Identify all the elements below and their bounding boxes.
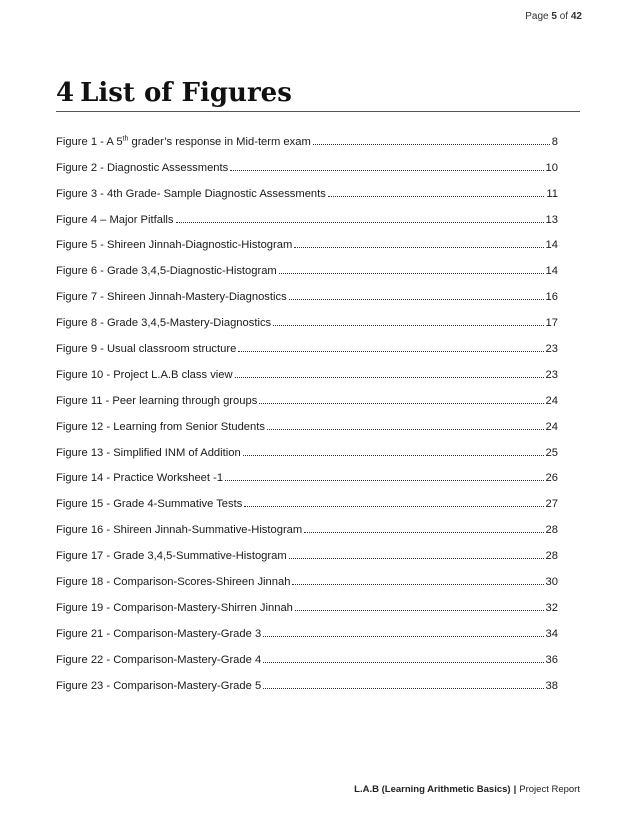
toc-entry-title-text: Figure 1 - A 5 bbox=[56, 135, 123, 148]
footer-project: L.A.B (Learning Arithmetic Basics) bbox=[354, 784, 511, 795]
toc-entry-page: 28 bbox=[545, 550, 558, 563]
toc-entry-title bbox=[56, 498, 242, 510]
toc-entry-title bbox=[56, 550, 287, 562]
toc-entry-title-text: Figure 13 - Simplified INM of Addition bbox=[56, 446, 241, 459]
toc-entry-title-text: Figure 9 - Usual classroom structure bbox=[56, 343, 237, 356]
toc-entry-title bbox=[56, 576, 290, 588]
toc-entry-title bbox=[56, 162, 228, 174]
toc-entry[interactable] bbox=[56, 174, 558, 200]
page-header bbox=[525, 11, 582, 22]
toc-dot-leader bbox=[235, 377, 544, 378]
toc-entry-title-text: Figure 8 - Grade 3,4,5-Mastery-Diagnostics bbox=[56, 317, 272, 330]
toc-entry-title bbox=[56, 472, 223, 484]
toc-dot-leader bbox=[304, 532, 543, 533]
toc-entry-page: 8 bbox=[551, 135, 558, 148]
toc-entry[interactable] bbox=[56, 459, 558, 485]
toc-entry-title-text: Figure 23 - Comparison-Mastery-Grade 5 bbox=[56, 679, 262, 692]
toc-entry[interactable] bbox=[56, 614, 558, 640]
toc-dot-leader bbox=[263, 636, 543, 637]
toc-entry-superscript: th bbox=[122, 135, 129, 143]
list-of-figures bbox=[56, 122, 558, 692]
toc-entry-title-text: Figure 22 - Comparison-Mastery-Grade 4 bbox=[56, 653, 262, 666]
toc-entry[interactable] bbox=[56, 226, 558, 252]
toc-entry-title-text: Figure 4 – Major Pitfalls bbox=[56, 213, 174, 226]
toc-entry-title-text: Figure 15 - Grade 4-Summative Tests bbox=[56, 498, 243, 511]
toc-entry-page: 34 bbox=[545, 627, 558, 640]
toc-dot-leader bbox=[176, 222, 544, 223]
toc-entry-title bbox=[56, 395, 257, 407]
footer-separator: | bbox=[513, 784, 517, 795]
toc-entry-title bbox=[56, 602, 293, 614]
section-title-text: List of Figures bbox=[80, 78, 292, 108]
toc-entry-title-text: Figure 16 - Shireen Jinnah-Summative-Histogram bbox=[56, 524, 303, 537]
page-total: 42 bbox=[570, 11, 582, 22]
toc-entry-title bbox=[56, 291, 287, 303]
toc-entry-page: 10 bbox=[545, 161, 558, 174]
toc-dot-leader bbox=[230, 170, 543, 171]
toc-dot-leader bbox=[279, 273, 544, 274]
toc-entry[interactable] bbox=[56, 588, 558, 614]
toc-entry-page: 17 bbox=[545, 317, 558, 330]
toc-entry-page: 32 bbox=[545, 601, 558, 614]
toc-entry-title bbox=[56, 524, 302, 536]
toc-entry[interactable] bbox=[56, 407, 558, 433]
section-heading bbox=[56, 78, 580, 112]
of-label: of bbox=[559, 11, 569, 22]
toc-dot-leader bbox=[294, 247, 543, 248]
toc-entry-page: 24 bbox=[545, 394, 558, 407]
toc-entry-page: 14 bbox=[545, 239, 558, 252]
toc-entry-title bbox=[56, 369, 233, 381]
toc-entry[interactable] bbox=[56, 277, 558, 303]
toc-dot-leader bbox=[263, 688, 543, 689]
toc-dot-leader bbox=[289, 299, 544, 300]
toc-entry[interactable] bbox=[56, 148, 558, 174]
toc-entry[interactable] bbox=[56, 510, 558, 536]
toc-entry-page: 25 bbox=[545, 446, 558, 459]
toc-entry-title-text: Figure 12 - Learning from Senior Students bbox=[56, 420, 265, 433]
toc-dot-leader bbox=[267, 429, 544, 430]
toc-entry[interactable] bbox=[56, 251, 558, 277]
toc-entry-page: 14 bbox=[545, 265, 558, 278]
toc-entry-page: 16 bbox=[545, 291, 558, 304]
toc-dot-leader bbox=[289, 558, 544, 559]
toc-entry-page: 26 bbox=[545, 472, 558, 485]
toc-entry-title bbox=[56, 654, 261, 666]
toc-dot-leader bbox=[295, 610, 544, 611]
toc-entry-title-text: Figure 2 - Diagnostic Assessments bbox=[56, 161, 229, 174]
toc-entry[interactable] bbox=[56, 329, 558, 355]
toc-entry-page: 11 bbox=[546, 187, 558, 200]
toc-dot-leader bbox=[244, 506, 543, 507]
toc-entry[interactable] bbox=[56, 666, 558, 692]
toc-entry-title-text: Figure 11 - Peer learning through groups bbox=[56, 394, 258, 407]
toc-entry-title bbox=[56, 317, 271, 329]
toc-entry[interactable] bbox=[56, 381, 558, 407]
toc-entry-title bbox=[56, 628, 261, 640]
toc-entry-title bbox=[56, 136, 311, 148]
toc-entry-title bbox=[56, 447, 241, 459]
toc-entry-page: 30 bbox=[545, 576, 558, 589]
toc-entry-title bbox=[56, 239, 292, 251]
section-title bbox=[56, 78, 580, 108]
toc-entry-title bbox=[56, 265, 277, 277]
toc-entry[interactable] bbox=[56, 640, 558, 666]
toc-entry[interactable] bbox=[56, 355, 558, 381]
toc-dot-leader bbox=[313, 144, 550, 145]
toc-entry-page: 24 bbox=[545, 420, 558, 433]
toc-dot-leader bbox=[225, 480, 543, 481]
toc-entry-page: 23 bbox=[545, 343, 558, 356]
toc-dot-leader bbox=[328, 196, 545, 197]
toc-entry-title-text: Figure 21 - Comparison-Mastery-Grade 3 bbox=[56, 627, 262, 640]
page-footer bbox=[354, 784, 580, 795]
toc-entry[interactable] bbox=[56, 536, 558, 562]
toc-dot-leader bbox=[243, 455, 544, 456]
toc-entry-title-rest: grader’s response in Mid-term exam bbox=[128, 135, 311, 148]
toc-entry-page: 23 bbox=[545, 368, 558, 381]
toc-entry-title bbox=[56, 188, 326, 200]
toc-entry[interactable] bbox=[56, 484, 558, 510]
toc-dot-leader bbox=[263, 662, 543, 663]
toc-entry-page: 13 bbox=[545, 213, 558, 226]
footer-label: Project Report bbox=[519, 784, 580, 795]
toc-entry-title bbox=[56, 343, 236, 355]
toc-entry-title-text: Figure 17 - Grade 3,4,5-Summative-Histogram bbox=[56, 550, 287, 563]
toc-entry-title-text: Figure 5 - Shireen Jinnah-Diagnostic-Histogram bbox=[56, 239, 293, 252]
toc-entry-title-text: Figure 19 - Comparison-Mastery-Shirren Jinnah bbox=[56, 601, 293, 614]
toc-entry-title-text: Figure 18 - Comparison-Scores-Shireen Jinnah bbox=[56, 576, 291, 589]
toc-entry-page: 28 bbox=[545, 524, 558, 537]
toc-entry-title bbox=[56, 421, 265, 433]
toc-entry-title-text: Figure 6 - Grade 3,4,5-Diagnostic-Histogram bbox=[56, 265, 277, 278]
toc-entry-title-text: Figure 10 - Project L.A.B class view bbox=[56, 368, 233, 381]
toc-entry-title bbox=[56, 680, 261, 692]
toc-dot-leader bbox=[292, 584, 543, 585]
toc-entry-page: 36 bbox=[545, 653, 558, 666]
page-label: Page bbox=[525, 11, 549, 22]
toc-entry[interactable] bbox=[56, 562, 558, 588]
toc-dot-leader bbox=[238, 351, 543, 352]
toc-entry[interactable] bbox=[56, 200, 558, 226]
toc-entry[interactable] bbox=[56, 433, 558, 459]
toc-entry-title-text: Figure 3 - 4th Grade- Sample Diagnostic Assessments bbox=[56, 187, 326, 200]
toc-entry-page: 38 bbox=[545, 679, 558, 692]
toc-dot-leader bbox=[273, 325, 543, 326]
toc-entry-page: 27 bbox=[545, 498, 558, 511]
toc-entry[interactable] bbox=[56, 303, 558, 329]
page-number: 5 bbox=[551, 11, 557, 22]
toc-entry-title bbox=[56, 214, 174, 226]
section-number: 4 bbox=[56, 78, 75, 108]
toc-dot-leader bbox=[259, 403, 543, 404]
toc-entry[interactable] bbox=[56, 122, 558, 148]
toc-entry-title-text: Figure 7 - Shireen Jinnah-Mastery-Diagnostics bbox=[56, 291, 287, 304]
toc-entry-title-text: Figure 14 - Practice Worksheet -1 bbox=[56, 472, 224, 485]
